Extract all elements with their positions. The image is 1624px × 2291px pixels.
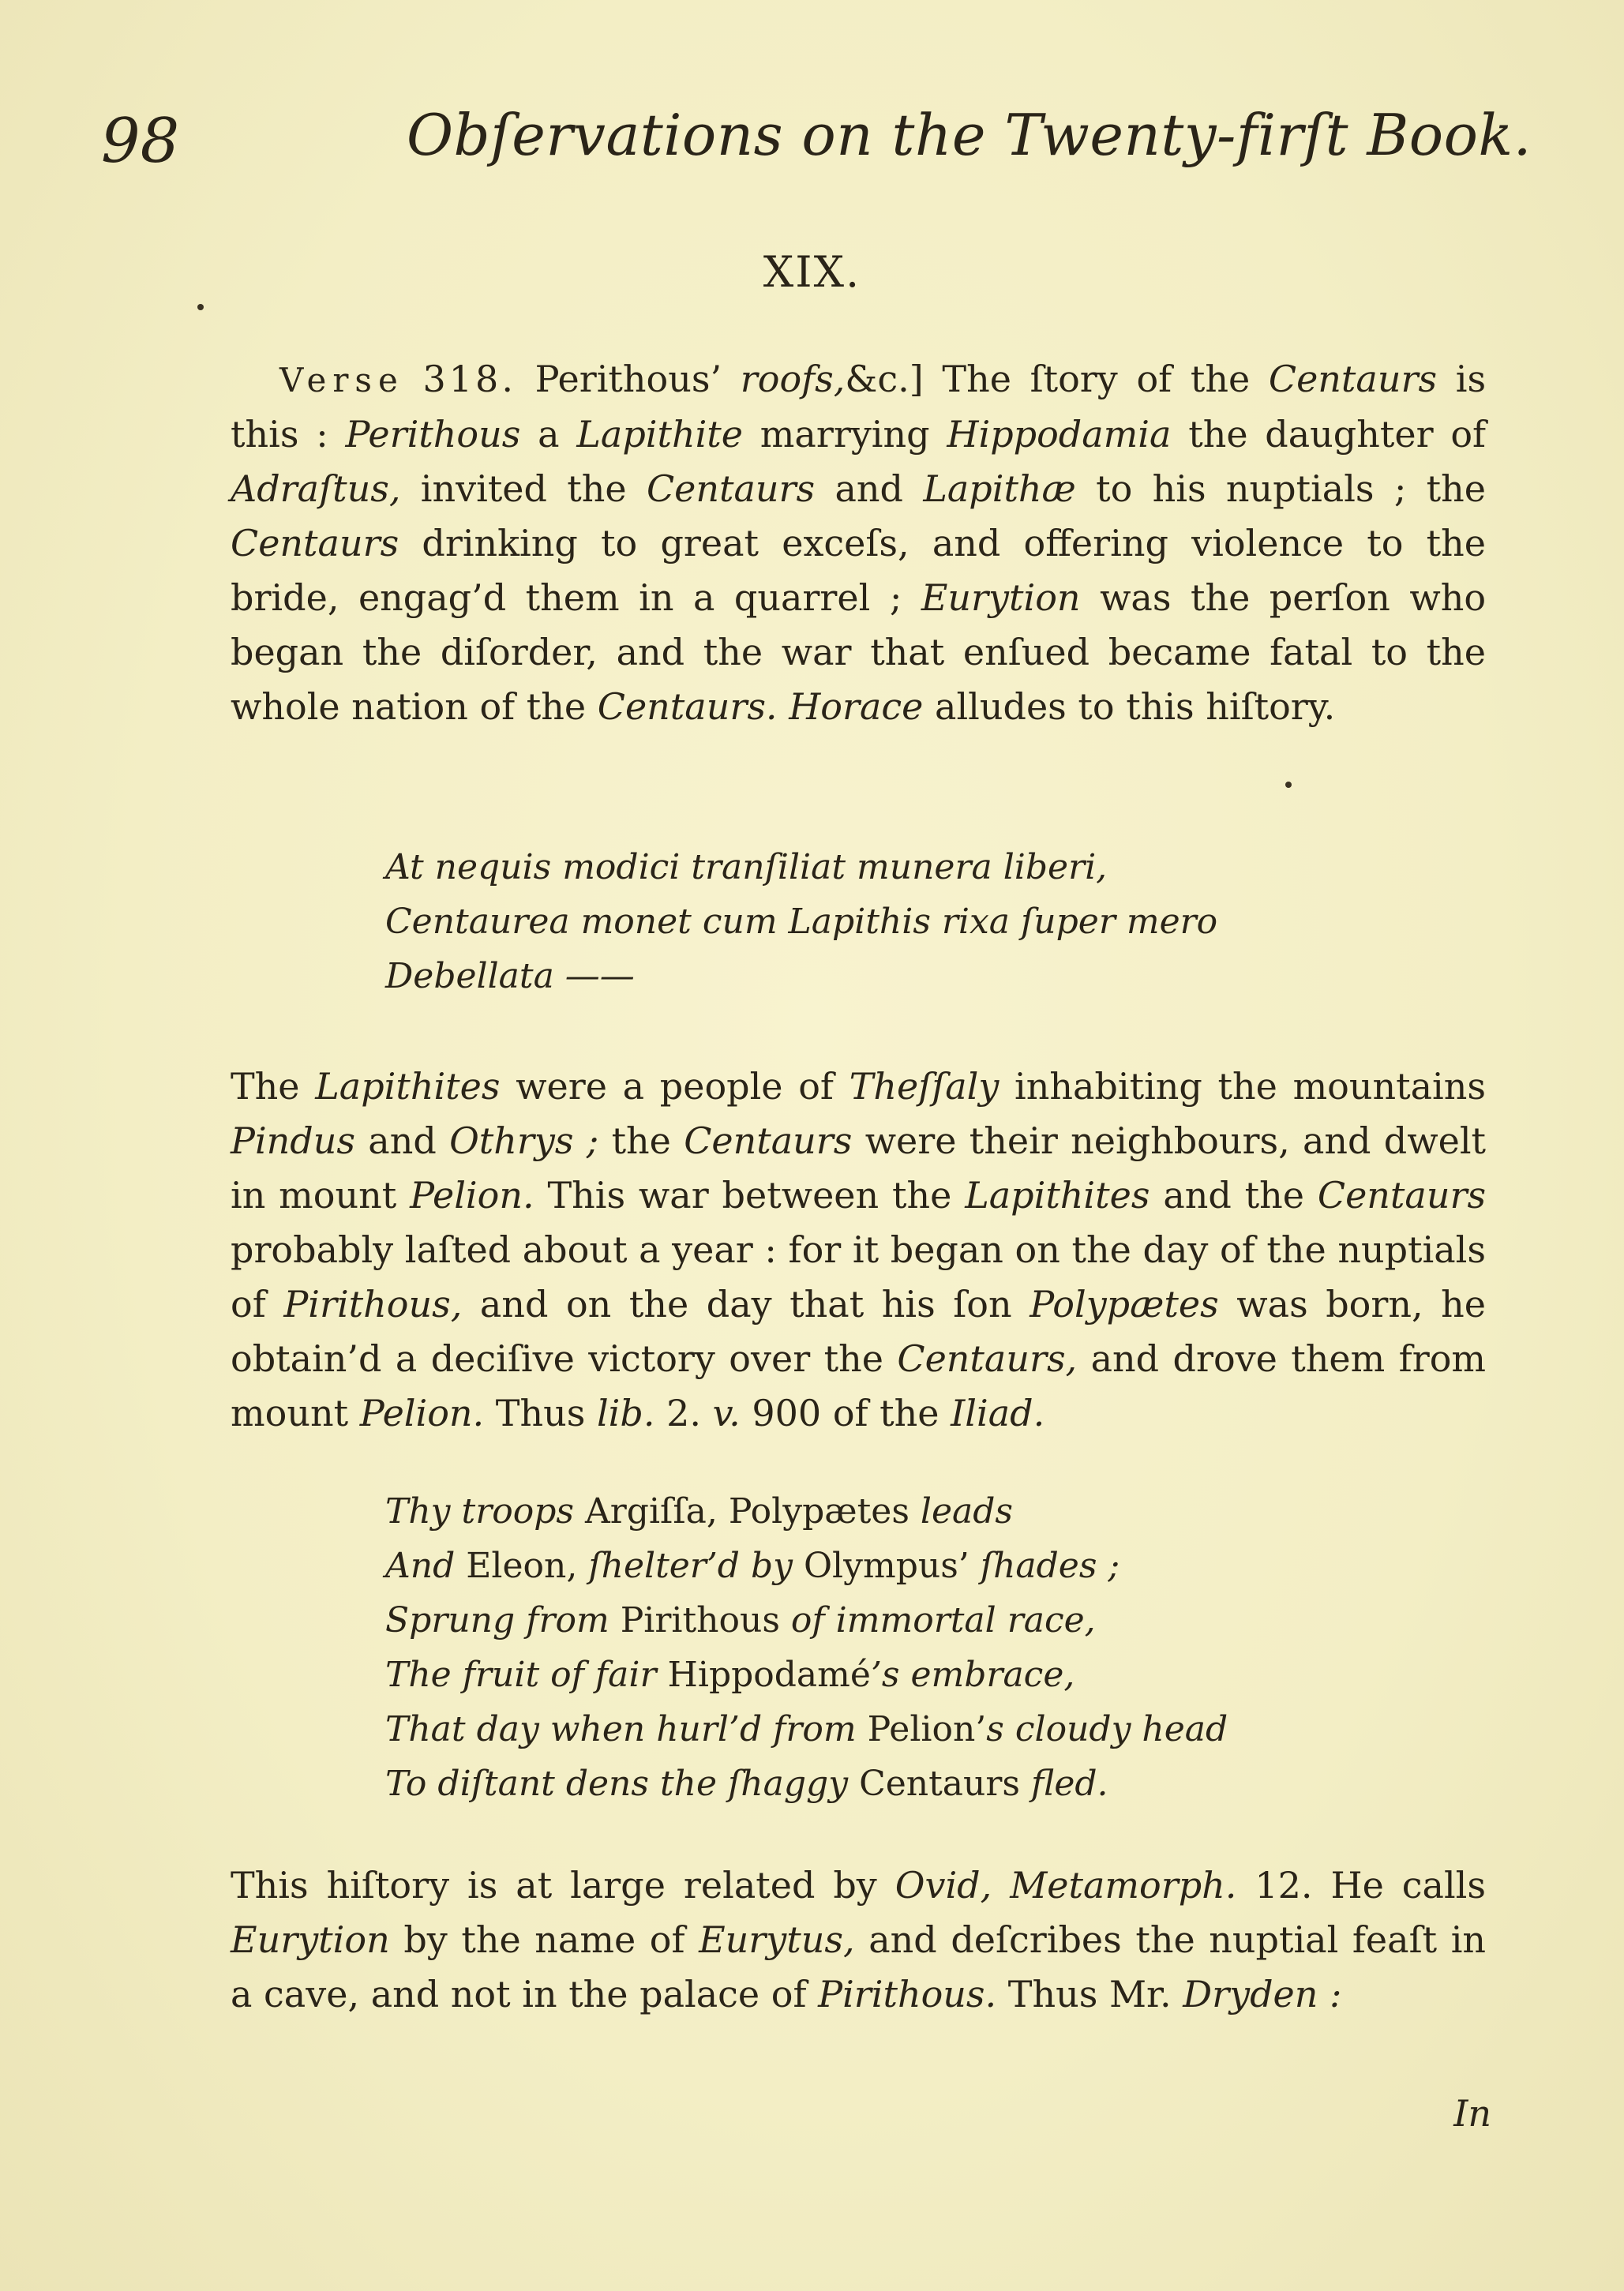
quote-italic: ſhades ; — [980, 1546, 1120, 1586]
proper-name: Theſſaly — [849, 1065, 1000, 1108]
verse-number: 318. — [422, 358, 516, 400]
quote-line — [385, 1757, 1412, 1811]
quote-roman: Eleon, — [466, 1546, 578, 1586]
proper-name: Lapithite — [576, 413, 744, 456]
text-run: 12. He calls — [1255, 1864, 1486, 1907]
text-run: the — [611, 1119, 671, 1162]
text-run: 2. — [666, 1392, 701, 1434]
lemma-italic: roofs, — [740, 358, 846, 400]
text-run: a — [538, 413, 560, 456]
text-run: and — [368, 1119, 437, 1162]
quote-roman: Olympus’ — [803, 1546, 970, 1586]
quote-roman: Hippodamé — [667, 1655, 871, 1695]
text-run: 900 of the — [752, 1392, 940, 1434]
proper-name: Centaurs — [684, 1119, 853, 1162]
text-run: was the perſon who began the diſorder, and the war that enſued became fatal to the whole nation of the — [231, 576, 1487, 728]
text-run: by the name of — [403, 1918, 685, 1961]
quote-italic: Thy troops — [385, 1491, 574, 1532]
quote-italic: ’s embrace, — [870, 1655, 1075, 1695]
quote-italic: fled. — [1030, 1764, 1108, 1804]
citation: Iliad. — [951, 1392, 1045, 1434]
lemma-end: &c.] — [845, 358, 924, 400]
text-run: the daughter of — [1188, 413, 1487, 456]
quote-line — [385, 1702, 1412, 1757]
quote-line — [385, 1593, 1412, 1648]
quote-italic: s cloudy head — [986, 1709, 1228, 1749]
quote-roman: Pelion’ — [867, 1709, 987, 1749]
proper-name: Eurytion — [921, 576, 1081, 619]
paragraph-centaurs-story — [231, 352, 1486, 734]
text-run: invited the — [420, 467, 627, 510]
text-run: were a people of — [516, 1065, 834, 1108]
quote-roman: Polypætes — [728, 1491, 910, 1532]
quote-line: Centaurea monet cum Lapithis rixa ſuper mero — [385, 902, 1218, 942]
quote-roman: Argiſſa, — [584, 1491, 718, 1532]
quote-italic: leads — [920, 1491, 1013, 1532]
verse-label: Verse — [279, 361, 404, 399]
quote-line — [385, 1539, 1412, 1593]
quote-line: At nequis modici tranſiliat munera liberi, — [385, 847, 1108, 887]
proper-name: Pelion. — [359, 1392, 485, 1434]
proper-name: Centaurs, — [897, 1337, 1078, 1380]
proper-name: Centaurs — [646, 467, 816, 510]
quote-italic: Sprung from — [385, 1600, 609, 1640]
paragraph-lapithites — [231, 1059, 1486, 1441]
text-run: alludes to this hiſtory. — [935, 685, 1336, 728]
quote-line: Debellata —— — [385, 956, 635, 996]
paper-speck — [197, 304, 204, 310]
proper-name: Lapithites — [315, 1065, 501, 1108]
quote-italic: ſhelter’d by — [588, 1546, 793, 1586]
proper-name: Centaurs — [1268, 358, 1438, 400]
proper-name: Eurytion — [231, 1918, 390, 1961]
text-run: were their neighbours, and dwelt in mount — [231, 1119, 1487, 1217]
proper-name: Pirithous, — [283, 1283, 463, 1325]
paper-speck — [1285, 782, 1292, 788]
quote-italic: That day when hurl’d from — [385, 1709, 857, 1749]
proper-name: Polypætes — [1030, 1283, 1219, 1325]
proper-name: Dryden : — [1183, 1973, 1342, 2015]
text-run: to his nuptials ; the — [1096, 467, 1487, 510]
citation: v. — [712, 1392, 741, 1434]
proper-name: Othrys ; — [449, 1119, 599, 1162]
text-run: Thus Mr. — [1007, 1973, 1172, 2015]
quote-italic: The fruit of fair — [385, 1655, 657, 1695]
text-run: probably laſted about a year : for it began on the day of the nuptials of — [231, 1228, 1486, 1325]
quote-italic: To diſtant dens the ſhaggy — [385, 1764, 849, 1804]
quote-italic: And — [385, 1546, 456, 1586]
quote-line — [385, 1648, 1412, 1702]
section-number: XIX. — [763, 247, 861, 297]
proper-name: Lapithæ — [923, 467, 1076, 510]
running-title: Obſervations on the Twenty-firſt Book. — [407, 102, 1532, 168]
proper-name: Centaurs. — [597, 685, 778, 728]
proper-name: Pelion. — [410, 1174, 534, 1217]
proper-name: Centaurs — [1317, 1174, 1487, 1217]
quote-roman: Pirithous — [620, 1600, 780, 1640]
page-number: 98 — [101, 106, 180, 177]
text-run: This war between the — [547, 1174, 952, 1217]
text-run: drinking to great exceſs, and offering violence to the bride, engag’d them in a quarrel ; — [231, 522, 1486, 619]
proper-name: Eurytus, — [699, 1918, 855, 1961]
proper-name: Hippodamia — [947, 413, 1172, 456]
proper-name: Pindus — [231, 1119, 355, 1162]
proper-name: Adraſtus, — [231, 467, 401, 510]
text-run: and — [835, 467, 903, 510]
proper-name: Lapithites — [965, 1174, 1150, 1217]
quote-italic: of immortal race, — [790, 1600, 1096, 1640]
lemma-text: Perithous’ — [534, 358, 722, 400]
paragraph-ovid — [231, 1858, 1486, 2022]
quote-line — [385, 1484, 1412, 1539]
text-run: The — [231, 1065, 300, 1108]
proper-name: Perithous — [345, 413, 521, 456]
text-run: marrying — [759, 413, 930, 456]
catchword: In — [1453, 2092, 1491, 2135]
proper-name: Centaurs — [231, 522, 399, 564]
text-run: The ſtory of the — [942, 358, 1251, 400]
english-quotation — [385, 1484, 1412, 1811]
citation: Ovid, Metamorph. — [895, 1864, 1237, 1907]
text-run: was born, he obtain’d a deciſive victory over the — [231, 1283, 1487, 1380]
quote-roman: Centaurs — [859, 1764, 1020, 1804]
text-run: Thus — [495, 1392, 586, 1434]
text-run: This hiſtory is at large related by — [231, 1864, 877, 1907]
text-run: and drove them from mount — [231, 1337, 1487, 1434]
proper-name: Pirithous. — [818, 1973, 997, 2015]
citation: lib. — [596, 1392, 655, 1434]
proper-name: Horace — [789, 685, 924, 728]
latin-quotation — [385, 840, 1412, 1003]
text-run: and the — [1163, 1174, 1305, 1217]
text-run: inhabiting the mountains — [1015, 1065, 1486, 1108]
text-run: is this : — [231, 358, 1487, 456]
text-run: and on the day that his ſon — [479, 1283, 1012, 1325]
text-run: and deſcribes the nuptial feaſt in a cave, and not in the palace of — [231, 1918, 1487, 2015]
